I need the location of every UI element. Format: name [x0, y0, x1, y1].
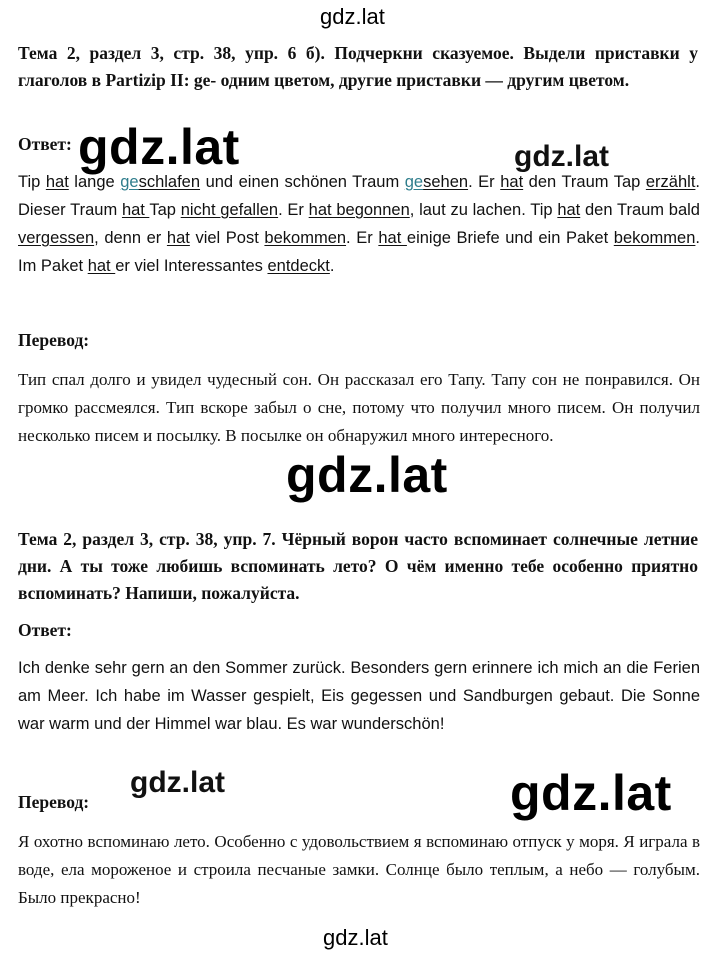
task2-answer-label: Ответ: — [18, 620, 72, 640]
task1-answer-label: Ответ: — [18, 134, 72, 154]
watermark-bottom: gdz.lat — [323, 925, 388, 950]
predicate: hat — [378, 229, 407, 247]
task1-answer: Tip hat lange geschlafen und einen schönen Traum gesehen. Er hat den Traum Tap erzählt. Dieser Traum hat Tap nicht gefallen. Er hat begonnen, laut zu lachen. Tip hat den Traum bald vergessen, denn er hat viel Post bekommen. Er hat einige Briefe und ein Paket bekommen. Im Paket hat er viel Interessantes entdeckt. — [18, 173, 700, 275]
predicate: vergessen — [18, 229, 95, 247]
task2-translation: Я охотно вспоминаю лето. Особенно с удовольствием я вспоминаю отпуск у моря. Я играла в воде, ела мороженое и строила песчаные замки. Солнце было теплым, а небо — голубым. Было прекрасно! — [18, 832, 700, 907]
predicate: sehen — [423, 173, 469, 191]
task1-translation-label: Перевод: — [18, 330, 90, 350]
task2-answer: Ich denke sehr gern an den Sommer zurück. Besonders gern erinnere ich mich an die Ferien am Meer. Ich habe im Wasser gespielt, Eis gegessen und Sandburgen gebaut. Die Sonne war warm und der Himmel war blau. Es war wunderschön! — [18, 659, 700, 733]
predicate: hat — [557, 201, 581, 219]
predicate: hat — [121, 201, 150, 219]
predicate: bekommen — [613, 229, 696, 247]
predicate: entdeckt — [267, 257, 330, 275]
task2-heading: Тема 2, раздел 3, стр. 38, упр. 7. Чёрный ворон часто вспоминает солнечные летние дни. А ты тоже любишь вспоминать лето? О чём именно тебе особенно приятно вспоминать? Напиши, пожалуйста. — [18, 529, 698, 603]
watermark-big-2: gdz.lat — [514, 140, 609, 173]
task1-translation: Тип спал долго и увидел чудесный сон. Он рассказал его Тапу. Тапу сон не понравился. Он громко рассмеялся. Тип вскоре забыл о сне, потому что получил много писем. Он получил несколько писем и посылку. В посылке он обнаружил много интересного. — [18, 370, 700, 445]
predicate: schlafen — [138, 173, 201, 191]
watermark-big-5: gdz.lat — [510, 765, 672, 821]
predicate: nicht gefallen — [180, 201, 279, 219]
task2-translation-label: Перевод: — [18, 792, 90, 812]
task1-heading: Тема 2, раздел 3, стр. 38, упр. 6 б). Подчеркни сказуемое. Выдели приставки у глаголов в Partizip II: ge- одним цветом, другие приставки — другим цветом. — [18, 43, 698, 90]
watermark-big-4: gdz.lat — [130, 766, 225, 799]
predicate: erzählt — [645, 173, 696, 191]
predicate: bekommen — [264, 229, 347, 247]
predicate: hat — [87, 257, 116, 275]
predicate: hat — [166, 229, 190, 247]
prefix-ge: ge — [404, 173, 424, 191]
watermark-big-3: gdz.lat — [286, 447, 448, 503]
watermark-big-1: gdz.lat — [78, 119, 240, 175]
watermark-top: gdz.lat — [320, 4, 385, 29]
predicate: hat — [500, 173, 524, 191]
prefix-ge: ge — [120, 173, 139, 191]
predicate: hat begonnen — [308, 201, 410, 219]
predicate: hat — [45, 173, 69, 191]
